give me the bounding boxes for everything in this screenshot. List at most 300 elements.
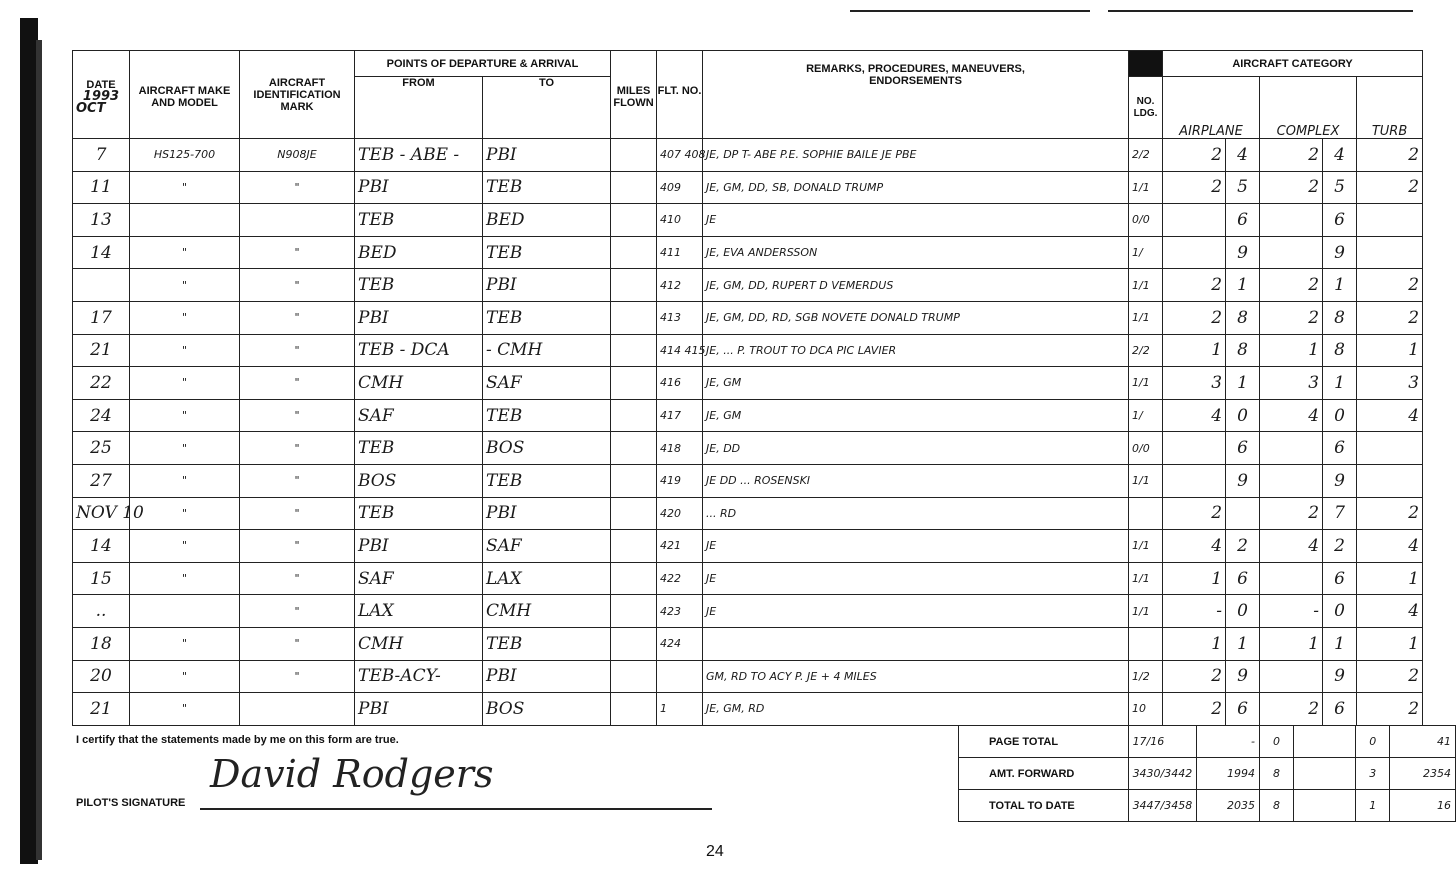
remarks-cell: GM, RD TO ACY P. JE + 4 MILES <box>703 660 1129 693</box>
ident-cell: " <box>240 497 355 530</box>
airplane-hours-cell: 1 <box>1163 334 1226 367</box>
date-cell: .. <box>73 595 130 628</box>
complex-tenths-cell: 0 <box>1323 399 1357 432</box>
remarks-cell: JE <box>703 562 1129 595</box>
total-complex-hours <box>1293 758 1356 790</box>
log-row <box>73 334 1423 367</box>
ident-cell: " <box>240 334 355 367</box>
complex-hours-cell <box>1260 660 1323 693</box>
complex-tenths-cell: 6 <box>1323 693 1357 726</box>
date-cell: 21 <box>73 693 130 726</box>
turb-cell: 3 <box>1357 367 1423 400</box>
model-cell: " <box>130 367 240 400</box>
date-cell: 14 <box>73 530 130 563</box>
flt-cell: 423 <box>657 595 703 628</box>
total-complex-tenths: 0 <box>1356 726 1390 758</box>
ident-cell: " <box>240 562 355 595</box>
date-cell: NOV 10 <box>73 497 130 530</box>
model-cell: " <box>130 269 240 302</box>
from-cell: CMH <box>355 367 483 400</box>
header-black-block <box>1129 51 1163 77</box>
flt-cell: 422 <box>657 562 703 595</box>
total-label-cell: PAGE TOTAL <box>959 726 1129 758</box>
date-cell: 13 <box>73 204 130 237</box>
log-row <box>73 432 1423 465</box>
airplane-hours-cell <box>1163 464 1226 497</box>
certification-text: I certify that the statements made by me on this form are true. <box>76 734 399 746</box>
ident-cell: " <box>240 530 355 563</box>
model-cell: " <box>130 562 240 595</box>
complex-hours-cell: 2 <box>1260 139 1323 172</box>
to-cell: PBI <box>483 269 611 302</box>
ldg-cell: 1/1 <box>1129 562 1163 595</box>
miles-cell <box>611 497 657 530</box>
turb-cell: 2 <box>1357 171 1423 204</box>
complex-tenths-cell: 7 <box>1323 497 1357 530</box>
to-cell: SAF <box>483 367 611 400</box>
complex-tenths-cell: 1 <box>1323 269 1357 302</box>
complex-hours-cell: - <box>1260 595 1323 628</box>
flt-cell: 410 <box>657 204 703 237</box>
date-cell: 22 <box>73 367 130 400</box>
total-complex-hours <box>1293 726 1356 758</box>
header-points: POINTS OF DEPARTURE & ARRIVAL <box>355 51 611 77</box>
to-cell: BOS <box>483 693 611 726</box>
model-cell: " <box>130 497 240 530</box>
header-cat-turb: TURB <box>1357 77 1423 139</box>
from-cell: CMH <box>355 627 483 660</box>
ident-cell: " <box>240 399 355 432</box>
totals-row <box>959 726 1456 758</box>
airplane-hours-cell: 1 <box>1163 627 1226 660</box>
complex-hours-cell: 2 <box>1260 693 1323 726</box>
to-cell: BED <box>483 204 611 237</box>
complex-tenths-cell: 5 <box>1323 171 1357 204</box>
from-cell: BOS <box>355 464 483 497</box>
ident-cell: " <box>240 171 355 204</box>
airplane-hours-cell <box>1163 204 1226 237</box>
pilot-signature: David Rodgers <box>210 752 494 796</box>
remarks-cell: JE <box>703 530 1129 563</box>
total-label-cell: TOTAL TO DATE <box>959 790 1129 822</box>
log-row <box>73 497 1423 530</box>
from-cell: BED <box>355 236 483 269</box>
to-cell: TEB <box>483 301 611 334</box>
airplane-tenths-cell: 4 <box>1226 139 1260 172</box>
log-row <box>73 269 1423 302</box>
remarks-cell: JE DD ... ROSENSKI <box>703 464 1129 497</box>
turb-cell: 2 <box>1357 660 1423 693</box>
miles-cell <box>611 595 657 628</box>
header-ident-label: AIRCRAFT IDENTIFICATION MARK <box>253 77 341 113</box>
ldg-cell: 1/ <box>1129 236 1163 269</box>
header-from: FROM <box>355 77 483 139</box>
complex-hours-cell: 2 <box>1260 171 1323 204</box>
airplane-tenths-cell: 9 <box>1226 464 1260 497</box>
to-cell: BOS <box>483 432 611 465</box>
complex-tenths-cell: 2 <box>1323 530 1357 563</box>
airplane-hours-cell: 2 <box>1163 269 1226 302</box>
turb-cell <box>1357 464 1423 497</box>
from-cell: TEB - ABE - <box>355 139 483 172</box>
date-cell: 25 <box>73 432 130 465</box>
flt-cell: 418 <box>657 432 703 465</box>
date-cell: 18 <box>73 627 130 660</box>
complex-hours-cell <box>1260 432 1323 465</box>
remarks-cell: ... RD <box>703 497 1129 530</box>
remarks-cell: JE, DP T- ABE P.E. SOPHIE BAILE JE PBE <box>703 139 1129 172</box>
complex-hours-cell: 1 <box>1260 334 1323 367</box>
complex-hours-cell <box>1260 562 1323 595</box>
logbook-table <box>72 50 1423 726</box>
miles-cell <box>611 367 657 400</box>
complex-tenths-cell: 1 <box>1323 367 1357 400</box>
from-cell: TEB <box>355 204 483 237</box>
date-cell: 20 <box>73 660 130 693</box>
ldg-cell: 1/1 <box>1129 301 1163 334</box>
log-row <box>73 627 1423 660</box>
log-row <box>73 367 1423 400</box>
airplane-tenths-cell: 6 <box>1226 432 1260 465</box>
remarks-cell: JE, GM <box>703 399 1129 432</box>
header-date <box>73 51 130 139</box>
remarks-cell: JE <box>703 204 1129 237</box>
airplane-hours-cell <box>1163 432 1226 465</box>
from-cell: TEB <box>355 432 483 465</box>
complex-hours-cell <box>1260 204 1323 237</box>
miles-cell <box>611 204 657 237</box>
log-row <box>73 562 1423 595</box>
airplane-hours-cell: 4 <box>1163 399 1226 432</box>
to-cell: TEB <box>483 627 611 660</box>
complex-hours-cell: 4 <box>1260 530 1323 563</box>
complex-hours-cell: 4 <box>1260 399 1323 432</box>
model-cell: " <box>130 464 240 497</box>
flt-cell: 411 <box>657 236 703 269</box>
flt-cell: 419 <box>657 464 703 497</box>
remarks-cell: JE, GM, DD, SB, DONALD TRUMP <box>703 171 1129 204</box>
airplane-hours-cell: 2 <box>1163 139 1226 172</box>
binding-edge-inner <box>36 40 42 860</box>
miles-cell <box>611 269 657 302</box>
total-turb-cell: 16 <box>1390 790 1456 822</box>
turb-cell <box>1357 432 1423 465</box>
complex-tenths-cell: 1 <box>1323 627 1357 660</box>
date-cell: 17 <box>73 301 130 334</box>
total-complex-tenths: 1 <box>1356 790 1390 822</box>
airplane-hours-cell: 2 <box>1163 301 1226 334</box>
complex-tenths-cell: 8 <box>1323 334 1357 367</box>
header-cat-complex: COMPLEX <box>1260 77 1357 139</box>
ident-cell <box>240 693 355 726</box>
header-miles-label: MILES FLOWN <box>613 85 654 109</box>
log-row <box>73 399 1423 432</box>
total-complex-tenths: 3 <box>1356 758 1390 790</box>
airplane-tenths-cell: 5 <box>1226 171 1260 204</box>
ident-cell: N908JE <box>240 139 355 172</box>
log-row <box>73 660 1423 693</box>
from-cell: SAF <box>355 562 483 595</box>
log-row <box>73 301 1423 334</box>
airplane-tenths-cell <box>1226 497 1260 530</box>
model-cell: " <box>130 301 240 334</box>
flt-cell: 417 <box>657 399 703 432</box>
total-complex-hours <box>1293 790 1356 822</box>
log-row <box>73 204 1423 237</box>
to-cell: PBI <box>483 139 611 172</box>
ident-cell: " <box>240 236 355 269</box>
turb-cell: 2 <box>1357 497 1423 530</box>
header-flt <box>657 51 703 139</box>
model-cell: " <box>130 236 240 269</box>
ldg-cell: 1/1 <box>1129 367 1163 400</box>
remarks-cell: JE, DD <box>703 432 1129 465</box>
log-row <box>73 464 1423 497</box>
airplane-tenths-cell: 2 <box>1226 530 1260 563</box>
airplane-tenths-cell: 1 <box>1226 367 1260 400</box>
header-year: 1993 <box>82 89 120 104</box>
miles-cell <box>611 464 657 497</box>
airplane-hours-cell: 2 <box>1163 497 1226 530</box>
header-miles <box>611 51 657 139</box>
airplane-hours-cell: 3 <box>1163 367 1226 400</box>
ident-cell: " <box>240 464 355 497</box>
to-cell: TEB <box>483 399 611 432</box>
page-number: 24 <box>706 843 724 860</box>
miles-cell <box>611 171 657 204</box>
turb-cell: 1 <box>1357 562 1423 595</box>
ldg-cell: 1/2 <box>1129 660 1163 693</box>
date-cell: 7 <box>73 139 130 172</box>
complex-tenths-cell: 0 <box>1323 595 1357 628</box>
flt-cell: 413 <box>657 301 703 334</box>
airplane-tenths-cell: 8 <box>1226 334 1260 367</box>
miles-cell <box>611 627 657 660</box>
from-cell: TEB <box>355 269 483 302</box>
miles-cell <box>611 530 657 563</box>
header-ident <box>240 51 355 139</box>
flt-cell: 420 <box>657 497 703 530</box>
to-cell: CMH <box>483 595 611 628</box>
to-cell: PBI <box>483 497 611 530</box>
header-date-label: DATE <box>86 79 116 91</box>
complex-hours-cell: 2 <box>1260 497 1323 530</box>
turb-cell <box>1357 204 1423 237</box>
complex-tenths-cell: 9 <box>1323 236 1357 269</box>
header-no-ldg: NO. LDG. <box>1129 77 1163 139</box>
miles-cell <box>611 301 657 334</box>
model-cell: " <box>130 171 240 204</box>
airplane-hours-cell: 1 <box>1163 562 1226 595</box>
turb-cell: 4 <box>1357 530 1423 563</box>
airplane-tenths-cell: 6 <box>1226 204 1260 237</box>
model-cell: " <box>130 432 240 465</box>
turb-cell: 4 <box>1357 595 1423 628</box>
airplane-hours-cell: 4 <box>1163 530 1226 563</box>
from-cell: LAX <box>355 595 483 628</box>
complex-tenths-cell: 9 <box>1323 464 1357 497</box>
airplane-tenths-cell: 1 <box>1226 627 1260 660</box>
airplane-hours-cell: 2 <box>1163 660 1226 693</box>
airplane-tenths-cell: 9 <box>1226 660 1260 693</box>
ldg-cell: 2/2 <box>1129 139 1163 172</box>
flt-cell: 421 <box>657 530 703 563</box>
turb-cell: 1 <box>1357 334 1423 367</box>
model-cell: HS125-700 <box>130 139 240 172</box>
model-cell: " <box>130 530 240 563</box>
turb-cell: 4 <box>1357 399 1423 432</box>
remarks-cell: JE, GM, DD, RUPERT D VEMERDUS <box>703 269 1129 302</box>
complex-hours-cell: 2 <box>1260 301 1323 334</box>
turb-cell: 2 <box>1357 139 1423 172</box>
airplane-tenths-cell: 0 <box>1226 399 1260 432</box>
miles-cell <box>611 432 657 465</box>
ldg-cell: 1/1 <box>1129 530 1163 563</box>
header-flt-label: FLT. NO. <box>657 85 702 97</box>
to-cell: TEB <box>483 464 611 497</box>
header-category: AIRCRAFT CATEGORY <box>1163 51 1423 77</box>
from-cell: PBI <box>355 530 483 563</box>
complex-tenths-cell: 6 <box>1323 432 1357 465</box>
from-cell: TEB <box>355 497 483 530</box>
airplane-tenths-cell: 6 <box>1226 562 1260 595</box>
total-airplane-tenths: 8 <box>1260 790 1294 822</box>
total-label-cell: AMT. FORWARD <box>959 758 1129 790</box>
model-cell <box>130 204 240 237</box>
ident-cell: " <box>240 432 355 465</box>
total-airplane-tenths: 0 <box>1260 726 1294 758</box>
remarks-cell: JE, GM, RD <box>703 693 1129 726</box>
date-cell: 21 <box>73 334 130 367</box>
to-cell: - CMH <box>483 334 611 367</box>
total-ldg-cell: 3430/3442 <box>1128 758 1197 790</box>
log-row <box>73 693 1423 726</box>
complex-hours-cell: 3 <box>1260 367 1323 400</box>
totals-table <box>958 725 1456 822</box>
flt-cell: 412 <box>657 269 703 302</box>
remarks-cell <box>703 627 1129 660</box>
date-cell: 27 <box>73 464 130 497</box>
log-row <box>73 595 1423 628</box>
turb-cell: 2 <box>1357 269 1423 302</box>
airplane-hours-cell: 2 <box>1163 171 1226 204</box>
remarks-cell: JE, GM, DD, RD, SGB NOVETE DONALD TRUMP <box>703 301 1129 334</box>
total-airplane-tenths: 8 <box>1260 758 1294 790</box>
from-cell: TEB-ACY- <box>355 660 483 693</box>
miles-cell <box>611 334 657 367</box>
flt-cell <box>657 660 703 693</box>
model-cell: " <box>130 627 240 660</box>
total-airplane-hours: 2035 <box>1197 790 1260 822</box>
airplane-tenths-cell: 0 <box>1226 595 1260 628</box>
airplane-hours-cell: - <box>1163 595 1226 628</box>
flt-cell: 1 <box>657 693 703 726</box>
remarks-cell: JE, GM <box>703 367 1129 400</box>
miles-cell <box>611 660 657 693</box>
date-cell <box>73 269 130 302</box>
header-make-model <box>130 51 240 139</box>
log-row <box>73 236 1423 269</box>
from-cell: TEB - DCA <box>355 334 483 367</box>
airplane-hours-cell <box>1163 236 1226 269</box>
header-to: TO <box>483 77 611 139</box>
complex-tenths-cell: 8 <box>1323 301 1357 334</box>
model-cell <box>130 595 240 628</box>
miles-cell <box>611 399 657 432</box>
complex-tenths-cell: 9 <box>1323 660 1357 693</box>
ldg-cell: 0/0 <box>1129 432 1163 465</box>
complex-hours-cell: 2 <box>1260 269 1323 302</box>
turb-cell <box>1357 236 1423 269</box>
flt-cell: 424 <box>657 627 703 660</box>
header-month: OCT <box>76 101 106 116</box>
ident-cell: " <box>240 269 355 302</box>
to-cell: PBI <box>483 660 611 693</box>
complex-hours-cell: 1 <box>1260 627 1323 660</box>
airplane-tenths-cell: 8 <box>1226 301 1260 334</box>
airplane-tenths-cell: 9 <box>1226 236 1260 269</box>
from-cell: SAF <box>355 399 483 432</box>
complex-hours-cell <box>1260 236 1323 269</box>
complex-tenths-cell: 4 <box>1323 139 1357 172</box>
turb-cell: 1 <box>1357 627 1423 660</box>
from-cell: PBI <box>355 301 483 334</box>
log-row <box>73 530 1423 563</box>
ident-cell <box>240 204 355 237</box>
date-cell: 24 <box>73 399 130 432</box>
ident-cell: " <box>240 660 355 693</box>
totals-row <box>959 758 1456 790</box>
log-row <box>73 139 1423 172</box>
ldg-cell: 1/1 <box>1129 595 1163 628</box>
to-cell: SAF <box>483 530 611 563</box>
totals-row <box>959 790 1456 822</box>
to-cell: LAX <box>483 562 611 595</box>
header-cat-airplane: AIRPLANE <box>1163 77 1260 139</box>
remarks-cell: JE, EVA ANDERSSON <box>703 236 1129 269</box>
from-cell: PBI <box>355 693 483 726</box>
total-airplane-hours: - <box>1197 726 1260 758</box>
ldg-cell: 1/ <box>1129 399 1163 432</box>
total-airplane-hours: 1994 <box>1197 758 1260 790</box>
top-rule-right <box>1108 10 1413 12</box>
airplane-tenths-cell: 1 <box>1226 269 1260 302</box>
ldg-cell: 1/1 <box>1129 464 1163 497</box>
turb-cell: 2 <box>1357 301 1423 334</box>
airplane-hours-cell: 2 <box>1163 693 1226 726</box>
complex-tenths-cell: 6 <box>1323 204 1357 237</box>
total-turb-cell: 2354 <box>1390 758 1456 790</box>
pilot-signature-label: PILOT'S SIGNATURE <box>76 797 186 809</box>
airplane-tenths-cell: 6 <box>1226 693 1260 726</box>
ldg-cell: 0/0 <box>1129 204 1163 237</box>
remarks-cell: JE, ... P. TROUT TO DCA PIC LAVIER <box>703 334 1129 367</box>
date-cell: 15 <box>73 562 130 595</box>
ident-cell: " <box>240 627 355 660</box>
flt-cell: 416 <box>657 367 703 400</box>
flt-cell: 414 415 <box>657 334 703 367</box>
header-make-model-label: AIRCRAFT MAKE AND MODEL <box>138 85 231 109</box>
ldg-cell <box>1129 627 1163 660</box>
remarks-cell: JE <box>703 595 1129 628</box>
miles-cell <box>611 236 657 269</box>
top-rule-left <box>850 10 1090 12</box>
total-turb-cell: 41 <box>1390 726 1456 758</box>
date-cell: 11 <box>73 171 130 204</box>
complex-tenths-cell: 6 <box>1323 562 1357 595</box>
header-remarks <box>703 51 1129 139</box>
turb-cell: 2 <box>1357 693 1423 726</box>
